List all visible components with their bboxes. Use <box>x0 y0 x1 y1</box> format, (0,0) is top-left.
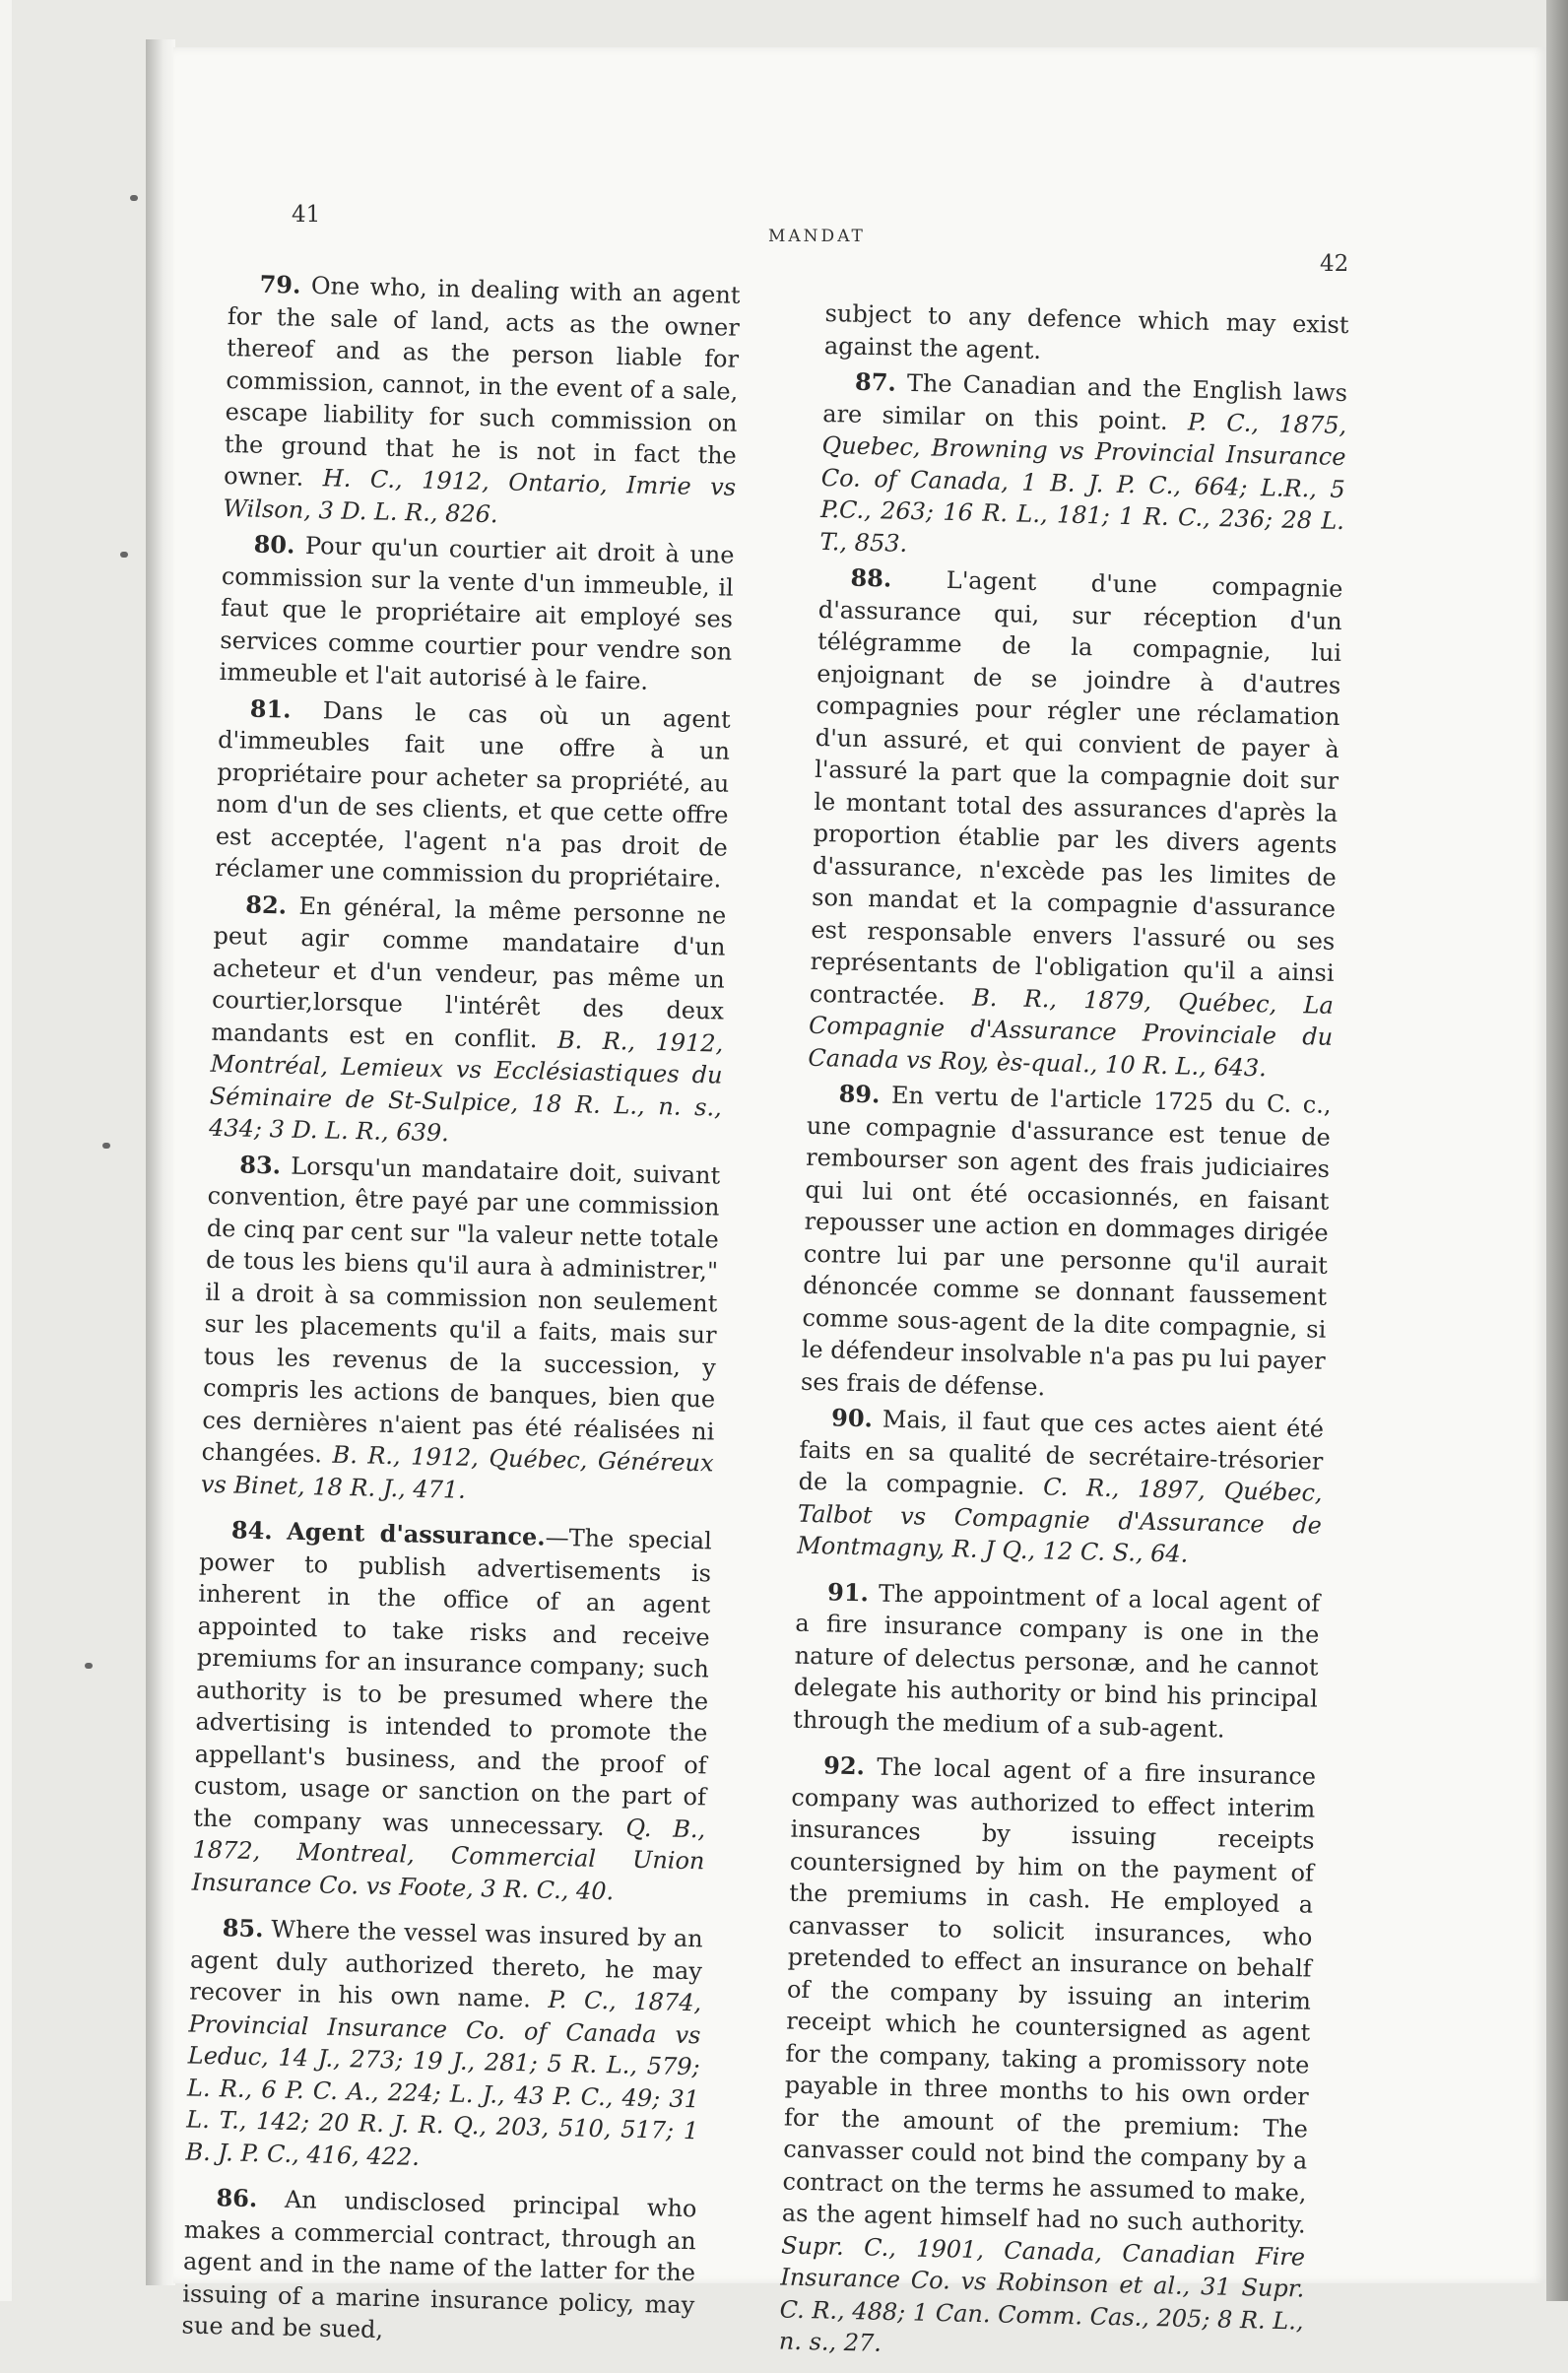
article-text: Dans le cas où un agent d'immeubles fait une offre à un propriétaire pour acheter sa propriété, au nom d'un de ses clients, et que cette offre est acceptée, l'agent n'a pas droit de réclamer une commission du propriétaire. <box>214 695 732 893</box>
article-citation: Supr. C., 1901, Canada, Canadian Fire Insurance Co. vs Robinson et al., 31 Supr. C. R., 488; 1 Can. Comm. Cas., 205; 8 R. L., n. s., 27. <box>778 2230 1306 2357</box>
article-text: Pour qu'un courtier ait droit à une commission sur la vente d'un immeuble, il faut que le propriétaire ait employé ses services comme courtier pour vendre son immeuble et l'ait autorisé à le faire. <box>219 531 735 695</box>
article-paragraph <box>219 528 735 699</box>
article-number: 85. <box>222 1913 264 1944</box>
article-number: 87. <box>854 366 897 397</box>
book-edge <box>1546 0 1568 2301</box>
article-text: An undisclosed principal who makes a commercial contract, through an agent and in the name of the latter for the issuing of a marine insurance policy, may sue and be sued, <box>181 2185 697 2344</box>
article-heading: Agent d'assurance. <box>286 1516 546 1551</box>
article-number: 88. <box>850 562 892 593</box>
article-text: Where the vessel was insured by an agent duly authorized thereto, he may recover in his own name. <box>188 1915 703 2013</box>
article-paragraph <box>819 365 1347 569</box>
article-citation: P. C., 1875, Quebec, Browning vs Provincial Insurance Co. of Canada, 1 B. J. P. C., 664; L.R., 5 P.C., 263; 16 R. L., 181; 1 R. C., 236; 28 L. T., 853. <box>819 407 1347 558</box>
article-paragraph <box>209 888 727 1155</box>
article-text: En général, la même personne ne peut agir comme mandataire d'un acheteur et d'un vendeur, pas même un courtier,lorsque l'intérêt des deux mandants est en conflit. <box>211 891 727 1053</box>
article-paragraph <box>824 297 1349 373</box>
article-text: Mais, il faut que ces actes aient été faits en sa qualité de secrétaire-trésorier de la compagnie. <box>798 1405 1325 1500</box>
running-title: MANDAT <box>768 227 866 246</box>
article-text: En vertu de l'article 1725 du C. c., une compagnie d'assurance est tenue de rembourser son agent des frais judiciaires qui lui ont été occasionnés, en faisant repousser une action en dommages dirigée contre lui par une personne qu'il aurait dénoncée comme se donnant faussement comme sous-agent de la dite compagnie, si le défendeur insolvable n'a pas pu lui payer ses frais de défense. <box>800 1081 1332 1401</box>
article-citation: H. C., 1912, Ontario, Imrie vs Wilson, 3 D. L. R., 826. <box>223 464 737 528</box>
article-paragraph <box>191 1514 712 1910</box>
article-citation: C. R., 1897, Québec, Talbot vs Compagnie d'Assurance de Montmagny, R. J Q., 12 C. S., 64. <box>796 1473 1323 1568</box>
scan-speck <box>130 195 138 201</box>
article-paragraph <box>779 1749 1317 2369</box>
article-text: Lorsqu'un mandataire doit, suivant convention, être payé par une commission de cinq par cent sur "la valeur nette totale de tous les biens qu'il aura à administrer," il a droit à sa commission non seulement sur les placements qu'il a faits, mais sur tous les revenus de la succession, y compris les actions de banques, bien que ces dernières n'aient pas été réalisées ni changées. <box>201 1152 721 1469</box>
article-paragraph <box>801 1078 1332 1410</box>
article-number: 84. <box>230 1515 274 1546</box>
article-paragraph <box>793 1575 1321 1747</box>
left-text-column <box>181 268 741 2357</box>
article-number: 90. <box>830 1403 874 1433</box>
right-text-column <box>778 297 1348 2373</box>
scan-speck <box>85 1663 93 1669</box>
article-text: L'agent d'une compagnie d'assurance qui, sur réception d'un télégramme de la compagnie, lui enjoignant de se joindre à d'autres compagnies pour régler une réclamation d'un assuré, et qui convient de payer à l'assuré la part que la compagnie doit sur le montant total des assurances d'après la proportion établie par les divers agents d'assurance, n'excède pas les limites de son mandat et la compagnie d'assurance est responsable envers l'assuré ou ses représentants de l'obligation qu'il a ainsi contractée. <box>809 565 1343 1011</box>
scan-speck <box>120 552 128 558</box>
article-paragraph <box>201 1148 721 1511</box>
right-page-number: 42 <box>1320 251 1349 277</box>
article-number: 80. <box>253 529 295 560</box>
scan-left-margin <box>0 0 12 2301</box>
article-text: subject to any defence which may exist against the agent. <box>823 298 1349 364</box>
article-number: 89. <box>838 1079 881 1109</box>
article-citation: B. R., 1879, Québec, La Compagnie d'Assurance Provinciale du Canada vs Roy, ès-qual., 10 R. L., 643. <box>808 983 1335 1082</box>
article-paragraph <box>181 2182 697 2353</box>
article-citation: P. C., 1874, Provincial Insurance Co. of Canada vs Leduc, 14 J., 273; 19 J., 281; 5 R. L., 579; L. R., 6 P. C. A., 224; L. J., 43 P. C., 49; 31 L. T., 142; 20 R. J. R. Q., 203, 510, 517; 1 B. J. P. C., 416, 422. <box>185 1985 702 2171</box>
article-citation: Q. B., 1872, Montreal, Commercial Union Insurance Co. vs Foote, 3 R. C., 40. <box>191 1813 706 1905</box>
article-number: 92. <box>822 1750 866 1781</box>
article-paragraph <box>808 561 1343 1086</box>
article-number: 82. <box>245 890 288 920</box>
article-text: One who, in dealing with an agent for the sale of land, acts as the owner thereof and as the person liable for commission, cannot, in the event of a sale, escape liability for such commission on the ground that he is not in fact the owner. <box>223 271 741 492</box>
article-text: The local agent of a fire insurance company was authorized to effect interim insurances by issuing receipts countersigned by him on the payment of the premiums in cash. He employed a canvasser to solicit insurances, who pretended to effect an insurance on behalf of the company by issuing an interim receipt which he countersigned as agent for the company, taking a promissory note payable in three months to his own order for the amount of the premium: The canvasser could not bind the company by a contract on the terms he assumed to make, as the agent himself had no such authority. <box>781 1752 1317 2239</box>
scan-speck <box>102 1143 110 1149</box>
article-text: —The special power to publish advertisements is inherent in the office of an agent appointed to take risks and receive premiums for an insurance company; such authority is to be presumed where the advertising is intended to promote the appellant's business, and the proof of custom, usage or sanction on the part of the company was unnecessary. <box>192 1523 713 1841</box>
article-text: The Canadian and the English laws are similar on this point. <box>822 368 1348 435</box>
article-number: 81. <box>249 693 292 724</box>
article-paragraph <box>215 692 731 895</box>
article-number: 83. <box>239 1149 282 1179</box>
article-number: 91. <box>826 1576 870 1607</box>
left-page-number: 41 <box>292 202 321 228</box>
article-paragraph <box>223 268 741 536</box>
article-number: 86. <box>216 2183 258 2213</box>
article-paragraph <box>797 1402 1325 1574</box>
article-citation: B. R., 1912, Montréal, Lemieux vs Ecclésiastiques du Séminaire de St-Sulpice, 18 R. L., n. s., 434; 3 D. L. R., 639. <box>208 1025 724 1148</box>
article-number: 79. <box>259 269 301 299</box>
article-citation: B. R., 1912, Québec, Généreux vs Binet, 18 R. J., 471. <box>200 1440 714 1504</box>
article-paragraph <box>185 1912 703 2180</box>
book-binding-shadow <box>146 39 175 2285</box>
article-text: The appointment of a local agent of a fire insurance company is one in the nature of delectus personæ, and he cannot delegate his authority or bind his principal through the medium of a sub-agent. <box>792 1579 1321 1744</box>
